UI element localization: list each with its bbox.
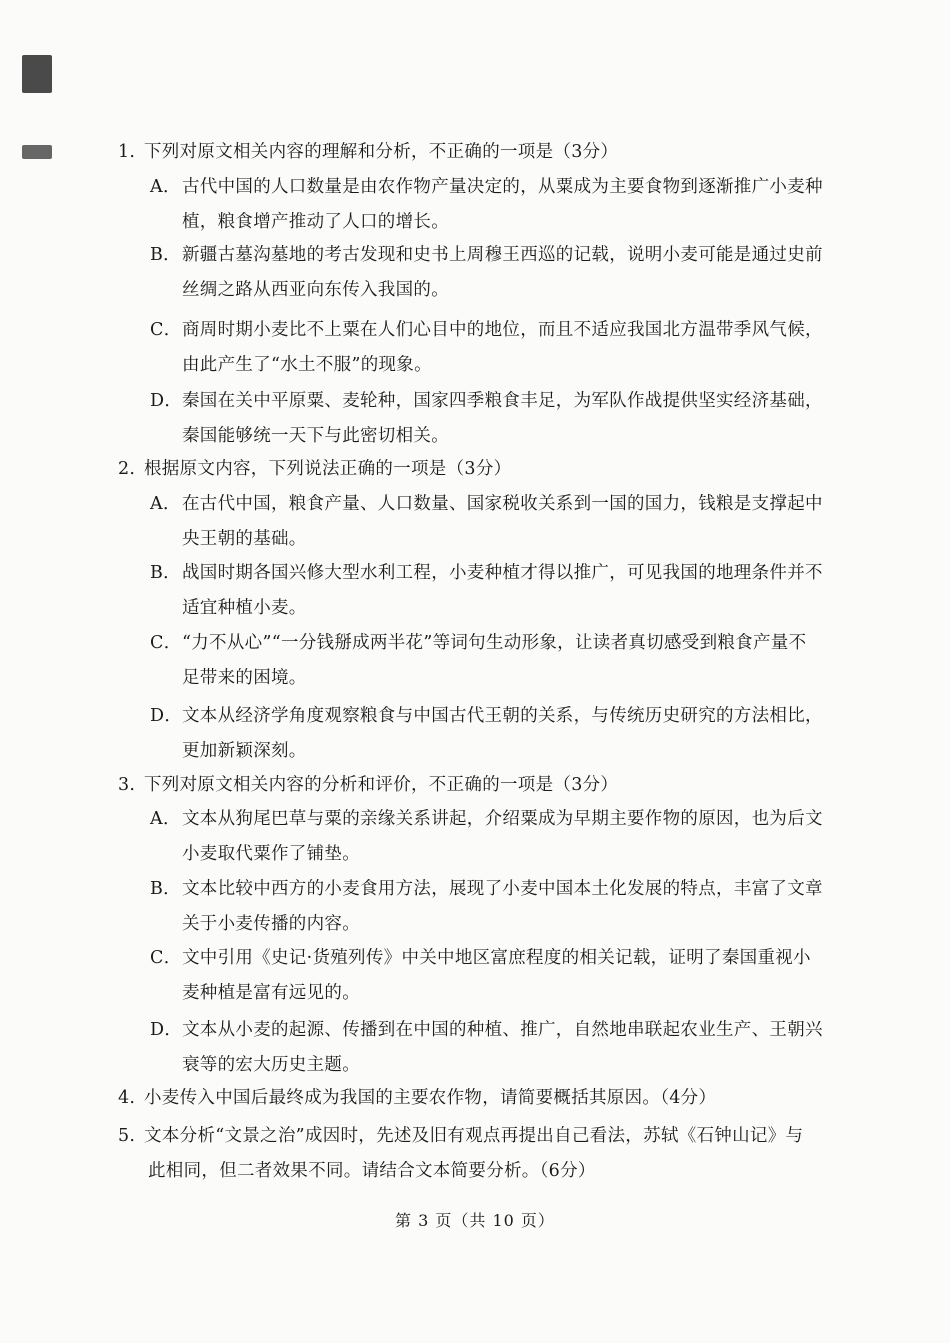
question-1-stem [118, 135, 848, 170]
option-text-line2: 关于小麦传播的内容。 [182, 914, 360, 934]
question-1-option-b [150, 238, 840, 308]
option-text-line2: 小麦取代粟作了铺垫。 [182, 844, 360, 864]
page-number-footer: 第 3 页（共 10 页） [395, 1211, 555, 1230]
question-number: 4. [118, 1088, 136, 1108]
option-letter: D． [150, 706, 183, 726]
question-2-option-c [150, 626, 840, 696]
option-text-line1: 文本从小麦的起源、传播到在中国的种植、推广，自然地串联起农业生产、王朝兴 [182, 1020, 823, 1040]
question-1-option-d [150, 384, 840, 454]
option-text-line1: 文中引用《史记·货殖列传》中关中地区富庶程度的相关记载，证明了秦国重视小 [182, 948, 811, 968]
option-text-line2: 足带来的困境。 [182, 668, 307, 688]
option-text-line2: 麦种植是富有远见的。 [182, 983, 360, 1003]
registration-mark-middle [22, 145, 52, 159]
question-1-option-a [150, 170, 840, 240]
question-3-option-c [150, 941, 840, 1011]
option-letter: A． [150, 809, 181, 829]
option-text-line1: 商周时期小麦比不上粟在人们心目中的地位，而且不适应我国北方温带季风气候， [182, 320, 823, 340]
question-number: 5. [118, 1126, 136, 1146]
question-5-stem [118, 1119, 848, 1189]
option-text-line1: 新疆古墓沟墓地的考古发现和史书上周穆王西巡的记载，说明小麦可能是通过史前 [182, 245, 823, 265]
option-text-line2: 由此产生了“水土不服”的现象。 [182, 355, 432, 375]
option-text-line2: 衰等的宏大历史主题。 [182, 1055, 360, 1075]
option-letter: A． [150, 177, 181, 197]
option-letter: B． [150, 563, 181, 583]
option-letter: C． [150, 320, 182, 340]
option-letter: A． [150, 494, 181, 514]
option-letter: D． [150, 1020, 183, 1040]
question-1-option-c [150, 313, 840, 383]
option-letter: B． [150, 879, 181, 899]
option-letter: B． [150, 245, 181, 265]
question-2-stem [118, 452, 848, 487]
registration-mark-top [22, 55, 52, 93]
option-text-line2: 丝绸之路从西亚向东传入我国的。 [182, 280, 449, 300]
option-letter: C． [150, 633, 182, 653]
question-3-option-b [150, 872, 840, 942]
option-text-line2: 适宜种植小麦。 [182, 598, 307, 618]
option-text-line2: 植，粮食增产推动了人口的增长。 [182, 212, 449, 232]
question-3-option-d [150, 1013, 840, 1083]
option-text-line1: 文本从狗尾巴草与粟的亲缘关系讲起，介绍粟成为早期主要作物的原因，也为后文 [182, 809, 823, 829]
option-text-line1: 文本从经济学角度观察粮食与中国古代王朝的关系，与传统历史研究的方法相比， [182, 706, 823, 726]
question-text-line2: 此相同，但二者效果不同。请结合文本简要分析。（6分） [148, 1161, 596, 1181]
question-3-option-a [150, 802, 840, 872]
option-text-line1: 古代中国的人口数量是由农作物产量决定的，从粟成为主要食物到逐渐推广小麦种 [182, 177, 823, 197]
question-text: 文本分析“文景之治”成因时，先述及旧有观点再提出自己看法，苏轼《石钟山记》与 [144, 1126, 804, 1146]
option-letter: D． [150, 391, 183, 411]
question-3-stem [118, 768, 848, 803]
question-number: 2. [118, 459, 136, 479]
question-text: 根据原文内容，下列说法正确的一项是（3分） [144, 459, 512, 479]
question-4-stem [118, 1081, 848, 1116]
option-text-line1: 文本比较中西方的小麦食用方法，展现了小麦中国本土化发展的特点，丰富了文章 [182, 879, 823, 899]
question-text: 下列对原文相关内容的理解和分析，不正确的一项是（3分） [144, 142, 619, 162]
option-text-line1: 在古代中国，粮食产量、人口数量、国家税收关系到一国的国力，钱粮是支撑起中 [182, 494, 823, 514]
question-number: 3. [118, 775, 136, 795]
option-text-line2: 更加新颖深刻。 [182, 741, 307, 761]
question-number: 1. [118, 142, 136, 162]
option-text-line2: 秦国能够统一天下与此密切相关。 [182, 426, 449, 446]
option-text-line1: 战国时期各国兴修大型水利工程，小麦种植才得以推广，可见我国的地理条件并不 [182, 563, 823, 583]
question-2-option-d [150, 699, 840, 769]
question-2-option-a [150, 487, 840, 557]
option-text-line2: 央王朝的基础。 [182, 529, 307, 549]
option-text-line1: “力不从心”“一分钱掰成两半花”等词句生动形象，让读者真切感受到粮食产量不 [182, 633, 807, 653]
option-text-line1: 秦国在关中平原粟、麦轮种，国家四季粮食丰足，为军队作战提供坚实经济基础， [182, 391, 823, 411]
option-letter: C． [150, 948, 182, 968]
question-2-option-b [150, 556, 840, 626]
question-text: 小麦传入中国后最终成为我国的主要农作物，请简要概括其原因。（4分） [144, 1088, 717, 1108]
question-text: 下列对原文相关内容的分析和评价，不正确的一项是（3分） [144, 775, 619, 795]
